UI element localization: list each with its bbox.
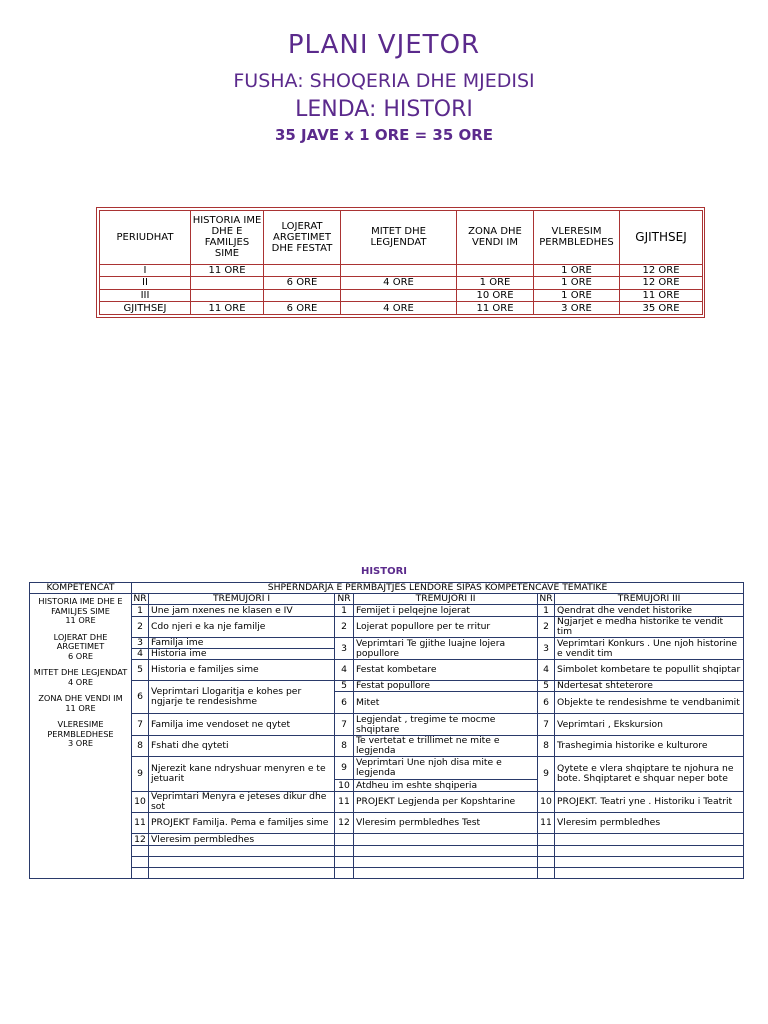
summary-header-cell: GJITHSEJ: [620, 211, 703, 265]
detail-row: [30, 736, 744, 757]
topic-text: [354, 846, 538, 857]
topic-text: [354, 834, 538, 846]
summary-header-cell: VLERESIM PERMBLEDHES: [534, 211, 620, 265]
summary-cell: I: [100, 264, 191, 277]
topic-number: 2: [335, 617, 354, 638]
topic-number: 10: [132, 792, 149, 813]
topic-number: 6: [335, 692, 354, 714]
topic-number: 11: [538, 813, 555, 834]
kompetenca-line: 3 ORE: [67, 738, 94, 748]
tremujori-1-header: TREMUJORI I: [149, 594, 335, 605]
kompetenca-line: 11 ORE: [65, 615, 96, 625]
topic-text: [555, 846, 744, 857]
summary-cell: 4 ORE: [341, 302, 457, 315]
topic-number: 1: [132, 605, 149, 617]
summary-header-cell: ZONA DHE VENDI IM: [457, 211, 534, 265]
kompetenca-line: HISTORIA IME DHE E: [38, 596, 123, 606]
topic-text: Vleresim permbledhes Test: [354, 813, 538, 834]
detail-row: [30, 792, 744, 813]
topic-text: Njerezit kane ndryshuar menyren e te jetuarit: [149, 757, 335, 792]
topic-number: [335, 834, 354, 846]
summary-cell: 1 ORE: [534, 264, 620, 277]
summary-header-row: [100, 211, 703, 265]
summary-cell: 1 ORE: [534, 289, 620, 302]
topic-text: Lojerat popullore per te rritur: [354, 617, 538, 638]
summary-row: [100, 264, 703, 277]
topic-number: [538, 857, 555, 868]
topic-text: Vleresim permbledhes: [555, 813, 744, 834]
summary-header-cell: HISTORIA IME DHE E FAMILJES SIME: [191, 211, 264, 265]
topic-number: 12: [132, 834, 149, 846]
tremujori-3-header: TREMUJORI III: [555, 594, 744, 605]
summary-cell: 11 ORE: [620, 289, 703, 302]
topic-text: [354, 868, 538, 879]
detail-row: [30, 813, 744, 834]
summary-cell: III: [100, 289, 191, 302]
topic-text: Veprimtari Une njoh disa mite e legjenda: [354, 757, 538, 780]
topic-text: [354, 857, 538, 868]
kompetenca-line: 4 ORE: [67, 676, 94, 687]
topic-number: 5: [335, 681, 354, 692]
nr-header: NR: [539, 593, 553, 604]
hours-heading: 35 JAVE x 1 ORE = 35 ORE: [274, 126, 494, 144]
topic-text: Veprimtari Llogaritja e kohes per ngjarje te rendesishme: [149, 681, 335, 714]
topic-text: Ndertesat shteterore: [555, 681, 744, 692]
topic-text: Historia ime: [149, 649, 335, 660]
topic-text: Mitet: [354, 692, 538, 714]
summary-cell: 6 ORE: [264, 277, 341, 290]
topic-number: [335, 857, 354, 868]
topic-text: Femijet i pelqejne lojerat: [354, 605, 538, 617]
summary-cell: [264, 264, 341, 277]
summary-cell: 10 ORE: [457, 289, 534, 302]
topic-number: [132, 857, 149, 868]
detail-row: [30, 617, 744, 638]
topic-text: Familja ime vendoset ne qytet: [149, 714, 335, 736]
topic-text: Ngjarjet e medha historike te vendit tim: [555, 617, 744, 638]
kompetenca-block: [32, 633, 129, 662]
detail-row: [30, 660, 744, 681]
lenda-heading: LENDA: HISTORI: [295, 97, 473, 122]
topic-text: [149, 868, 335, 879]
topic-number: 6: [132, 681, 149, 714]
summary-cell: [341, 289, 457, 302]
topic-number: [132, 868, 149, 879]
summary-cell: 11 ORE: [191, 302, 264, 315]
summary-cell: II: [100, 277, 191, 290]
topic-number: [538, 834, 555, 846]
detail-row: [30, 846, 744, 857]
kompetenca-block: [32, 720, 129, 749]
summary-cell: [191, 289, 264, 302]
topic-number: 11: [132, 813, 149, 834]
topic-number: 10: [538, 792, 555, 813]
topic-number: 5: [538, 681, 555, 692]
detail-header-row: [30, 583, 744, 594]
topic-number: 12: [335, 813, 354, 834]
detail-subheader-row: [30, 594, 744, 605]
detail-table: [29, 582, 744, 879]
summary-cell: [264, 289, 341, 302]
tremujori-2-header: TREMUJORI II: [354, 594, 538, 605]
topic-text: [555, 868, 744, 879]
topic-text: Simbolet kombetare te popullit shqiptar: [555, 660, 744, 681]
topic-number: 3: [538, 638, 555, 660]
kompetenca-line: FAMILJES SIME: [51, 605, 110, 616]
summary-cell: 3 ORE: [534, 302, 620, 315]
detail-row: [30, 638, 744, 649]
topic-number: 2: [132, 617, 149, 638]
topic-number: [538, 868, 555, 879]
topic-text: Cdo njeri e ka nje familje: [149, 617, 335, 638]
topic-number: 6: [538, 692, 555, 714]
topic-number: 2: [538, 617, 555, 638]
detail-row: [30, 605, 744, 617]
summary-row: [100, 277, 703, 290]
topic-number: 10: [335, 780, 354, 792]
kompetencat-cell: [30, 594, 132, 879]
topic-text: Historia e familjes sime: [149, 660, 335, 681]
summary-cell: 11 ORE: [191, 264, 264, 277]
nr-header: NR: [133, 593, 147, 604]
kompetenca-line: MITET DHE LEGJENDAT: [33, 667, 128, 677]
summary-cell: [341, 264, 457, 277]
topic-number: [132, 846, 149, 857]
topic-text: Festat popullore: [354, 681, 538, 692]
topic-number: 4: [132, 649, 149, 660]
shperndarja-header: SHPERNDARJA E PERMBAJTJES LENDORE SIPAS KOMPETENCAVE TEMATIKE: [132, 583, 744, 594]
topic-text: Trashegimia historike e kulturore: [555, 736, 744, 757]
topic-number: 1: [538, 605, 555, 617]
topic-text: Veprimtari Menyra e jeteses dikur dhe sot: [149, 792, 335, 813]
topic-text: Te vertetat e trillimet ne mite e legjenda: [354, 736, 538, 757]
summary-header-cell: LOJERAT ARGETIMET DHE FESTAT: [264, 211, 341, 265]
nr-header: NR: [335, 594, 354, 605]
topic-number: 7: [335, 714, 354, 736]
topic-text: [555, 857, 744, 868]
summary-cell: 1 ORE: [457, 277, 534, 290]
detail-title: HISTORI: [360, 566, 408, 577]
topic-text: Fshati dhe qyteti: [149, 736, 335, 757]
topic-number: 7: [538, 714, 555, 736]
topic-text: PROJEKT Legjenda per Kopshtarine: [354, 792, 538, 813]
topic-text: Familja ime: [149, 638, 335, 649]
kompetenca-block: [32, 694, 129, 713]
summary-header-cell: MITET DHE LEGJENDAT: [341, 211, 457, 265]
topic-text: Qendrat dhe vendet historike: [555, 605, 744, 617]
kompetenca-line: ZONA DHE VENDI IM: [38, 693, 123, 703]
topic-number: 8: [538, 736, 555, 757]
topic-number: 4: [335, 660, 354, 681]
summary-header-cell: PERIUDHAT: [100, 211, 191, 265]
topic-text: Legjendat , tregime te mocme shqiptare: [354, 714, 538, 736]
summary-cell: 35 ORE: [620, 302, 703, 315]
kompetenca-block: [32, 668, 129, 687]
topic-number: 4: [538, 660, 555, 681]
topic-text: Vleresim permbledhes: [149, 834, 335, 846]
summary-row: [100, 302, 703, 315]
summary-cell: 12 ORE: [620, 277, 703, 290]
komp-header: KOMPETENCAT: [30, 583, 132, 594]
topic-number: 8: [132, 736, 149, 757]
kompetenca-line: 6 ORE: [67, 650, 94, 661]
topic-number: [335, 846, 354, 857]
detail-row: [30, 757, 744, 780]
topic-text: Atdheu im eshte shqiperia: [354, 780, 538, 792]
topic-number: 9: [538, 757, 555, 792]
kompetenca-line: VLERESIME: [57, 719, 104, 729]
summary-cell: [457, 264, 534, 277]
summary-table-frame: [96, 207, 705, 318]
topic-number: 9: [132, 757, 149, 792]
kompetenca-block: [32, 597, 129, 626]
summary-row: [100, 289, 703, 302]
topic-text: PROJEKT. Teatri yne . Historiku i Teatrit: [555, 792, 744, 813]
topic-text: Festat kombetare: [354, 660, 538, 681]
topic-number: [538, 846, 555, 857]
kompetenca-line: LOJERAT DHE: [53, 631, 108, 642]
topic-number: 3: [335, 638, 354, 660]
fusha-heading: FUSHA: SHOQERIA DHE MJEDISI: [233, 70, 535, 92]
topic-text: Une jam nxenes ne klasen e IV: [149, 605, 335, 617]
kompetenca-line: ARGETIMET: [56, 641, 105, 651]
summary-cell: 12 ORE: [620, 264, 703, 277]
summary-table: [99, 210, 703, 315]
topic-text: Veprimtari Te gjithe luajne lojera popullore: [354, 638, 538, 660]
topic-number: 7: [132, 714, 149, 736]
topic-number: 8: [335, 736, 354, 757]
topic-text: [149, 846, 335, 857]
summary-cell: 6 ORE: [264, 302, 341, 315]
summary-cell: GJITHSEJ: [100, 302, 191, 315]
topic-number: 1: [335, 605, 354, 617]
summary-cell: 11 ORE: [457, 302, 534, 315]
detail-row: [30, 857, 744, 868]
topic-number: 5: [132, 660, 149, 681]
topic-number: 3: [132, 638, 149, 649]
topic-number: [335, 868, 354, 879]
topic-number: 9: [335, 757, 354, 780]
summary-cell: 4 ORE: [341, 277, 457, 290]
topic-text: [149, 857, 335, 868]
summary-cell: 1 ORE: [534, 277, 620, 290]
topic-text: Qytete e vlera shqiptare te njohura ne bote. Shqiptaret e shquar neper bote: [555, 757, 744, 792]
kompetenca-line: 11 ORE: [65, 702, 96, 713]
detail-row: [30, 834, 744, 846]
topic-text: Veprimtari , Ekskursion: [555, 714, 744, 736]
topic-number: 11: [335, 792, 354, 813]
page-title: PLANI VJETOR: [287, 30, 481, 60]
detail-row: [30, 868, 744, 879]
summary-cell: [191, 277, 264, 290]
topic-text: Objekte te rendesishme te vendbanimit: [555, 692, 744, 714]
topic-text: [555, 834, 744, 846]
topic-text: PROJEKT Familja. Pema e familjes sime: [149, 813, 335, 834]
detail-row: [30, 714, 744, 736]
topic-text: Veprimtari Konkurs . Une njoh historine e vendit tim: [555, 638, 744, 660]
detail-row: [30, 681, 744, 692]
kompetenca-line: PERMBLEDHESE: [47, 728, 114, 739]
